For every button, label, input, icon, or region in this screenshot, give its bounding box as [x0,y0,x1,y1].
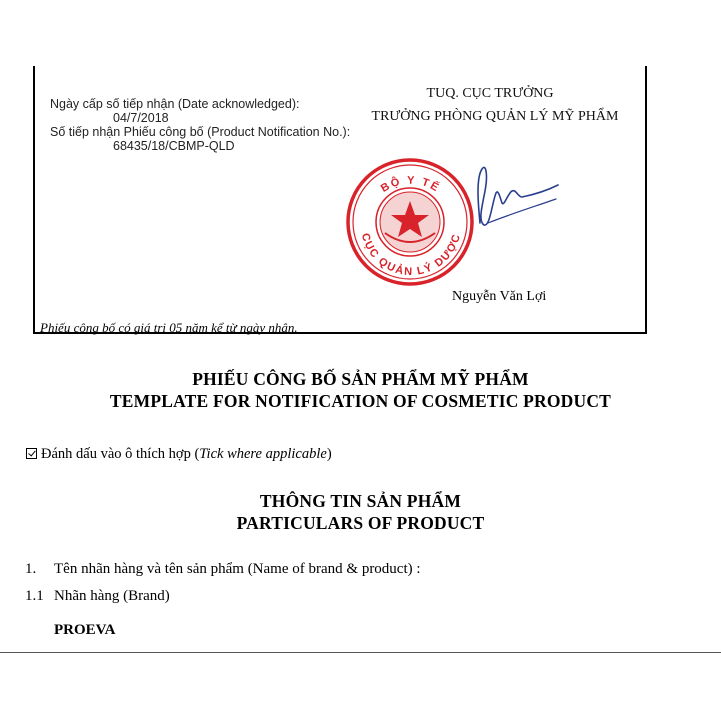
brand-value: PROEVA [54,622,116,638]
seal-top-text: BỘ Y TẾ [378,174,443,195]
item-1-1-label: Nhãn hàng (Brand) [54,588,170,604]
item-1-1-number: 1.1 [25,588,44,604]
tick-instruction-en: Tick where applicable [199,446,327,462]
signature-icon [458,163,563,238]
item-1-number: 1. [25,561,37,577]
notification-no-value: 68435/18/CBMP-QLD [113,139,235,153]
form-title-vi: PHIẾU CÔNG BỐ SẢN PHẨM MỸ PHẨM [192,369,529,389]
authority-line-2: TRƯỞNG PHÒNG QUẢN LÝ MỸ PHẨM [371,109,619,124]
validity-note: Phiếu công bố có giá trị 05 năm kể từ ngày nhận. [40,320,298,335]
form-title-en: TEMPLATE FOR NOTIFICATION OF COSMETIC PRODUCT [109,391,612,411]
page-divider [0,652,721,653]
item-1-label: Tên nhãn hàng và tên sản phẩm (Name of brand & product) : [54,561,421,577]
date-ack-label: Ngày cấp số tiếp nhận (Date acknowledged): [50,97,300,111]
tick-instruction [26,446,332,463]
authority-line-1: TUQ. CỤC TRƯỞNG [426,86,554,101]
date-ack-value: 04/7/2018 [113,111,169,125]
section-title-vi: THÔNG TIN SẢN PHẨM [259,491,462,511]
tick-instruction-close: ) [326,446,332,462]
signer-name: Nguyễn Văn Lợi [452,289,547,304]
seal-bottom-text: CỤC QUẢN LÝ DƯỢC [358,231,464,279]
checkbox-icon [26,448,37,459]
section-title-en: PARTICULARS OF PRODUCT [236,513,485,533]
notification-no-label: Số tiếp nhận Phiếu công bố (Product Notification No.): [50,125,351,139]
tick-instruction-vi: Đánh dấu vào ô thích hợp ( [41,446,200,462]
